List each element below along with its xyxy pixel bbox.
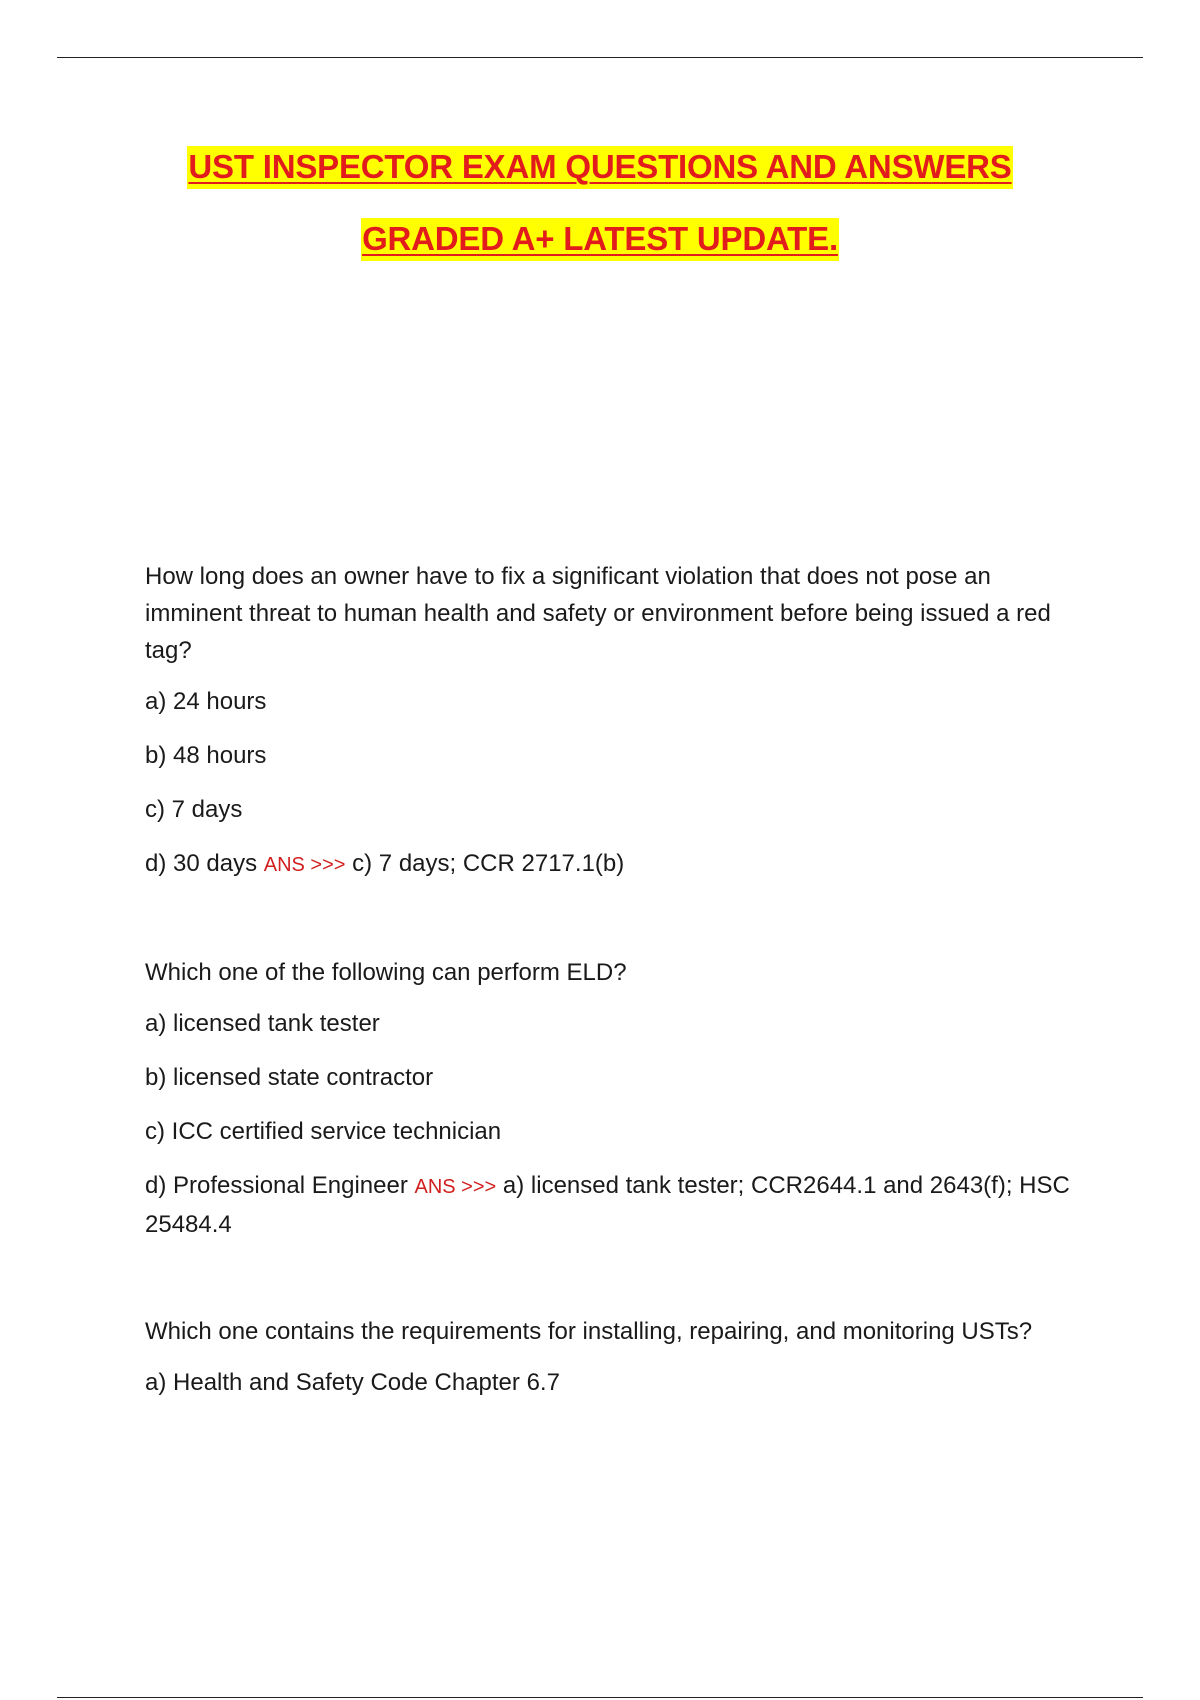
question-text: Which one contains the requirements for installing, repairing, and monitoring USTs? bbox=[145, 1318, 1033, 1345]
option-b: b) 48 hours bbox=[145, 742, 267, 769]
option-a: a) licensed tank tester bbox=[145, 1010, 380, 1037]
option-a: a) Health and Safety Code Chapter 6.7 bbox=[145, 1369, 560, 1396]
option-c: c) ICC certified service technician bbox=[145, 1118, 502, 1145]
question-text: Which one of the following can perform ELD? bbox=[145, 959, 627, 986]
document-title-line-1: UST INSPECTOR EXAM QUESTIONS AND ANSWERS bbox=[0, 148, 1200, 186]
answer-label: ANS >>> bbox=[414, 1176, 497, 1198]
answer-text: c) 7 days; CCR 2717.1(b) bbox=[352, 850, 625, 877]
questions-content bbox=[145, 558, 1075, 1471]
option-d-with-answer bbox=[145, 1167, 1075, 1243]
option-d: d) 30 days bbox=[145, 850, 258, 877]
document-title-line-2: GRADED A+ LATEST UPDATE. bbox=[0, 220, 1200, 258]
option-c: c) 7 days bbox=[145, 796, 243, 823]
question-block-2 bbox=[145, 954, 1075, 1243]
option-a: a) 24 hours bbox=[145, 688, 267, 715]
question-block-3 bbox=[145, 1313, 1075, 1401]
option-d-with-answer bbox=[145, 845, 1075, 884]
option-b: b) licensed state contractor bbox=[145, 1064, 434, 1091]
top-rule bbox=[57, 57, 1143, 58]
answer-label: ANS >>> bbox=[263, 854, 346, 876]
option-d: d) Professional Engineer bbox=[145, 1172, 408, 1199]
question-block-1 bbox=[145, 558, 1075, 884]
question-text: How long does an owner have to fix a significant violation that does not pose an imminent threat to human health and safety or environment before being issued a red tag? bbox=[145, 563, 1051, 664]
answer-text: a) licensed tank tester; CCR2644.1 and 2643(f); HSC 25484.4 bbox=[145, 1172, 1070, 1238]
bottom-rule bbox=[57, 1697, 1143, 1698]
